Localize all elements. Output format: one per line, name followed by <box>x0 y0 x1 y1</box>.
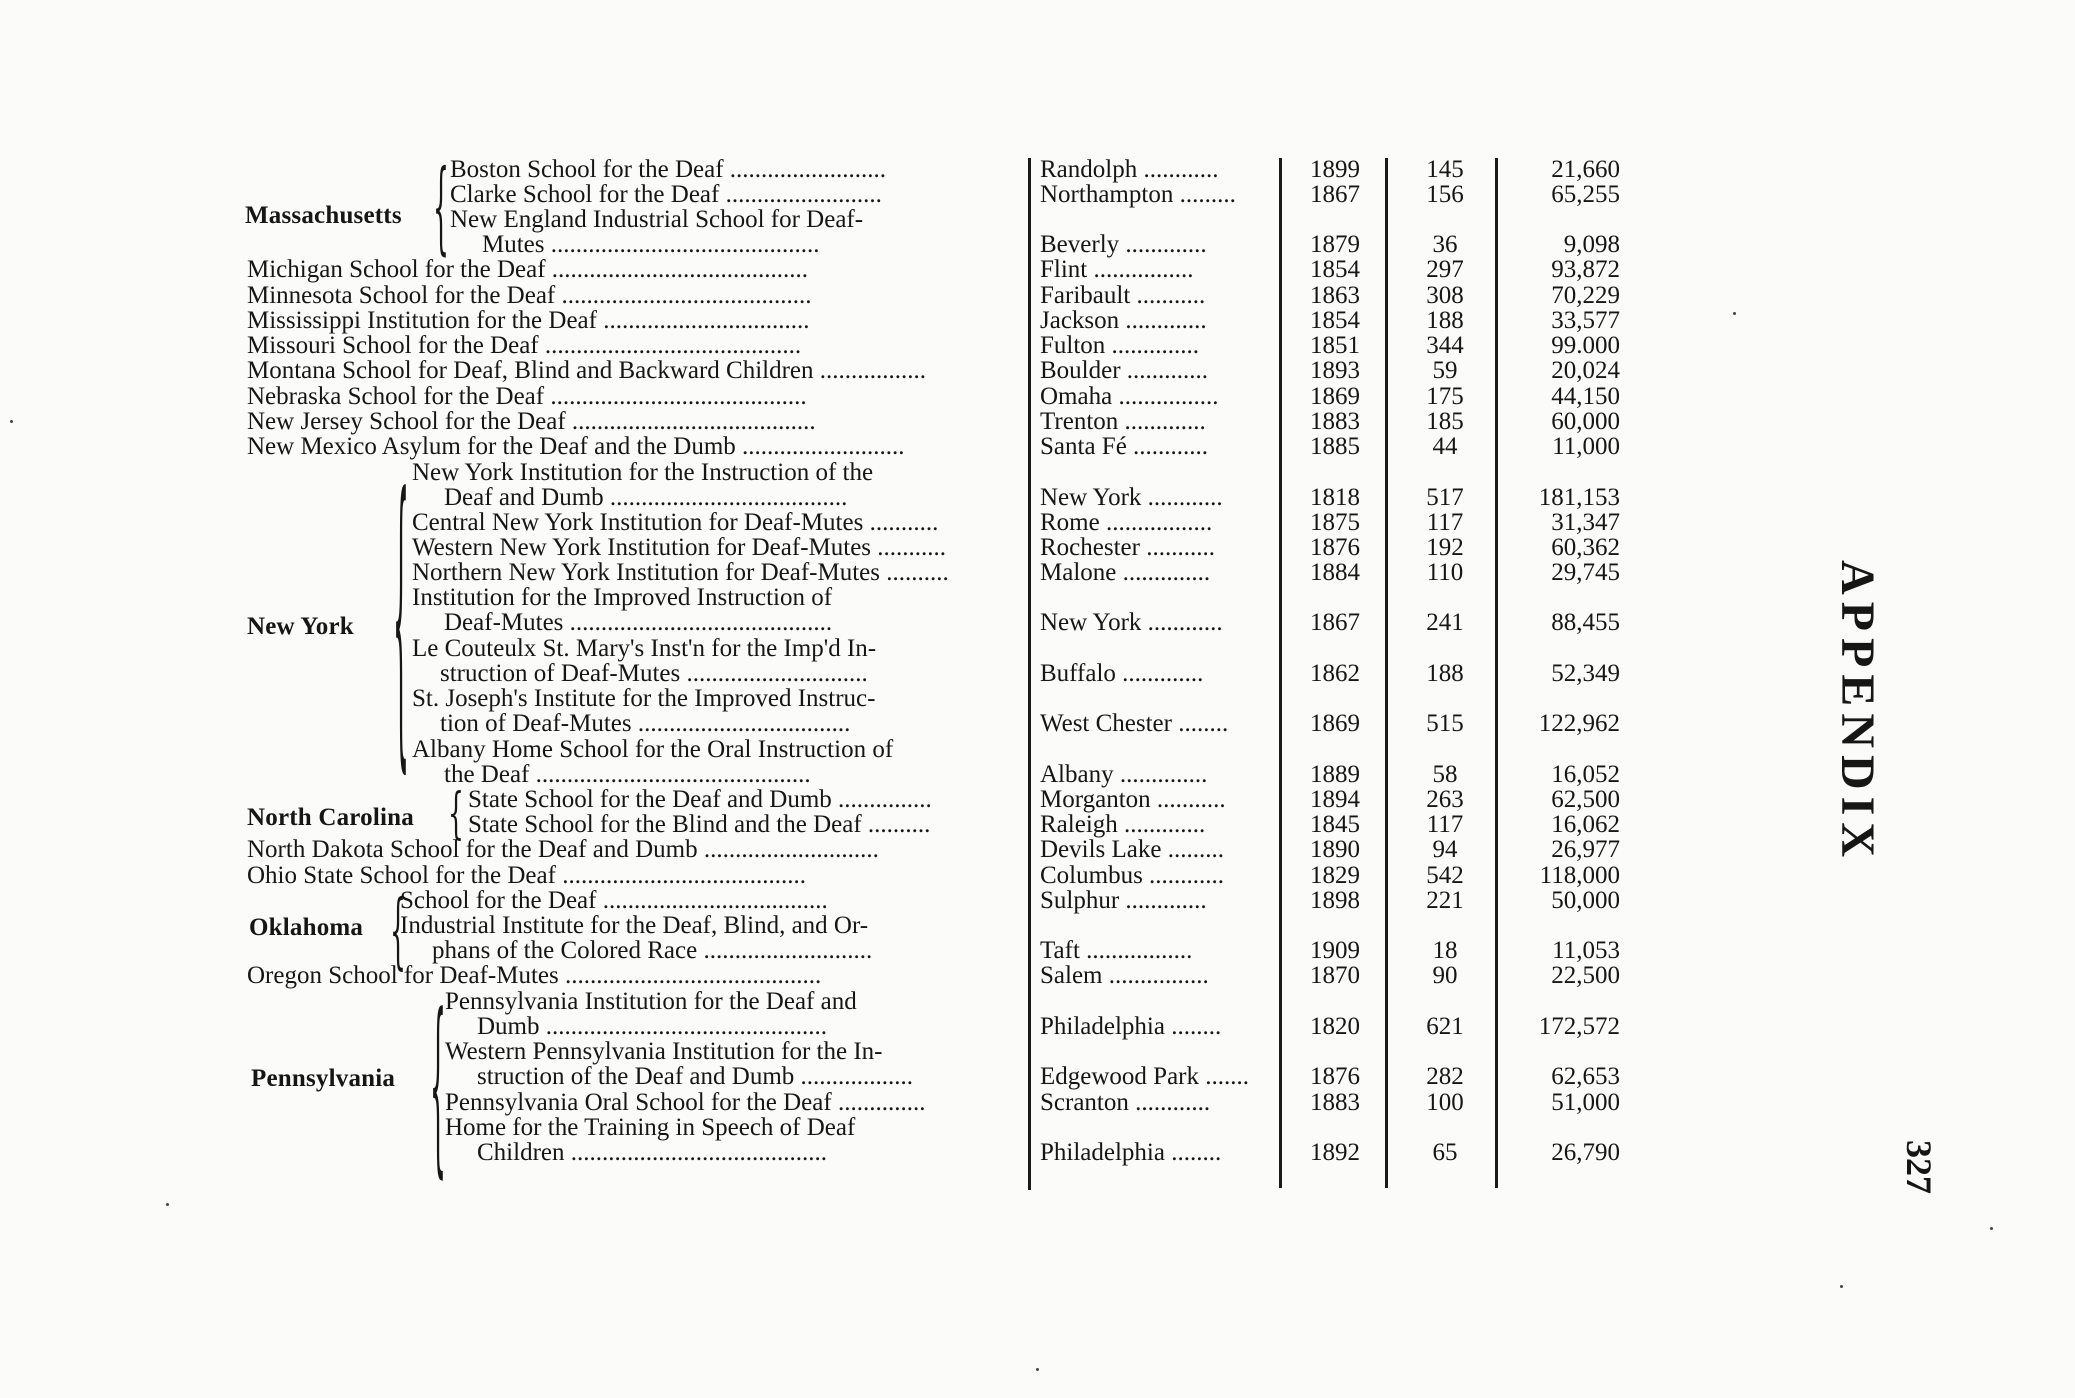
appropriation-amount: 22,500 <box>1551 962 1620 989</box>
pupil-count: 117 <box>1426 811 1464 838</box>
pupil-count: 297 <box>1426 256 1464 283</box>
institution-location: Jackson ............. <box>1040 307 1207 334</box>
appropriation-amount: 65,255 <box>1551 181 1620 208</box>
institution-name: Nebraska School for the Deaf ......................................... <box>247 383 807 410</box>
institution-name: Pennsylvania Oral School for the Deaf .............. <box>445 1089 926 1116</box>
pupil-count: 36 <box>1432 231 1458 258</box>
year-opened: 1899 <box>1310 156 1360 183</box>
institution-name-continuation: struction of Deaf-Mutes ............................. <box>440 660 868 687</box>
institution-name-line: Albany Home School for the Oral Instruction of <box>412 736 894 763</box>
year-opened: 1898 <box>1310 887 1360 914</box>
appropriation-amount: 88,455 <box>1551 609 1620 636</box>
institution-name-continuation: Mutes ........................................... <box>482 231 820 258</box>
institution-location: Rome ................. <box>1040 509 1213 536</box>
pupil-count: 44 <box>1432 433 1458 460</box>
appropriation-amount: 51,000 <box>1551 1089 1620 1116</box>
institution-location: Fulton .............. <box>1040 332 1200 359</box>
institution-location: Beverly ............. <box>1040 231 1207 258</box>
institution-location: Rochester ........... <box>1040 534 1215 561</box>
institution-location: Omaha ................ <box>1040 383 1219 410</box>
column-rule <box>1495 158 1498 1188</box>
pupil-count: 100 <box>1426 1089 1464 1116</box>
institution-name: Minnesota School for the Deaf ........................................ <box>247 282 812 309</box>
brace-oklahoma: { <box>390 882 406 979</box>
appropriation-amount: 70,229 <box>1551 282 1620 309</box>
pupil-count: 110 <box>1426 559 1464 586</box>
appropriation-amount: 31,347 <box>1551 509 1620 536</box>
year-opened: 1889 <box>1310 761 1360 788</box>
year-opened: 1885 <box>1310 433 1360 460</box>
column-rule <box>1028 158 1031 1190</box>
institution-name-line: St. Joseph's Institute for the Improved Instruc- <box>412 685 876 712</box>
brace-massachusetts: { <box>433 149 449 265</box>
institution-name: Michigan School for the Deaf ......................................... <box>247 256 809 283</box>
pupil-count: 175 <box>1426 383 1464 410</box>
year-opened: 1867 <box>1310 181 1360 208</box>
year-opened: 1845 <box>1310 811 1360 838</box>
institution-location: Faribault ........... <box>1040 282 1206 309</box>
scan-speck <box>1990 1227 1993 1230</box>
pupil-count: 58 <box>1432 761 1458 788</box>
appropriation-amount: 21,660 <box>1551 156 1620 183</box>
institution-name-continuation: struction of the Deaf and Dumb .................. <box>477 1063 914 1090</box>
institution-name-continuation: Dumb ............................................. <box>477 1013 827 1040</box>
brace-new-york: { <box>393 433 409 800</box>
institution-location: New York ............ <box>1040 609 1223 636</box>
institution-location: New York ............ <box>1040 484 1223 511</box>
year-opened: 1867 <box>1310 609 1360 636</box>
institution-location: Randolph ............ <box>1040 156 1219 183</box>
institution-name-line: New England Industrial School for Deaf- <box>450 206 864 233</box>
appropriation-amount: 9,098 <box>1563 231 1620 258</box>
appropriation-amount: 16,052 <box>1551 761 1620 788</box>
year-opened: 1884 <box>1310 559 1360 586</box>
institution-name-line: Western Pennsylvania Institution for the In- <box>445 1038 883 1065</box>
institution-name-line: Pennsylvania Institution for the Deaf and <box>445 988 857 1015</box>
institution-location: Philadelphia ........ <box>1040 1139 1222 1166</box>
pupil-count: 59 <box>1432 357 1458 384</box>
year-opened: 1875 <box>1310 509 1360 536</box>
scan-speck <box>1840 1285 1843 1288</box>
year-opened: 1820 <box>1310 1013 1360 1040</box>
year-opened: 1854 <box>1310 256 1360 283</box>
brace-north-carolina: { <box>448 781 464 846</box>
institution-location: Raleigh ............. <box>1040 811 1206 838</box>
pupil-count: 188 <box>1426 307 1464 334</box>
year-opened: 1892 <box>1310 1139 1360 1166</box>
institution-name: Missouri School for the Deaf ......................................... <box>247 332 802 359</box>
year-opened: 1909 <box>1310 937 1360 964</box>
pupil-count: 344 <box>1426 332 1464 359</box>
scan-speck <box>1733 312 1736 315</box>
appropriation-amount: 62,500 <box>1551 786 1620 813</box>
year-opened: 1890 <box>1310 836 1360 863</box>
pupil-count: 517 <box>1426 484 1464 511</box>
pupil-count: 621 <box>1426 1013 1464 1040</box>
institution-name: Ohio State School for the Deaf ....................................... <box>247 862 806 889</box>
institution-name-line: Institution for the Improved Instruction of <box>412 584 833 611</box>
appendix-heading: APPENDIX <box>1831 560 1884 864</box>
institution-location: Salem ................ <box>1040 962 1209 989</box>
group-label-oklahoma: Oklahoma <box>249 914 364 941</box>
pupil-count: 18 <box>1432 937 1458 964</box>
appropriation-amount: 181,153 <box>1538 484 1620 511</box>
pupil-count: 542 <box>1426 862 1464 889</box>
page-number: 327 <box>1899 1140 1939 1194</box>
pupil-count: 94 <box>1432 836 1458 863</box>
pupil-count: 263 <box>1426 786 1464 813</box>
institution-name-continuation: Children ......................................... <box>477 1139 827 1166</box>
appropriation-amount: 11,000 <box>1552 433 1620 460</box>
institution-name-line: New York Institution for the Instruction of the <box>412 459 874 486</box>
appropriation-amount: 33,577 <box>1551 307 1620 334</box>
pupil-count: 145 <box>1426 156 1464 183</box>
year-opened: 1869 <box>1310 710 1360 737</box>
year-opened: 1870 <box>1310 962 1360 989</box>
year-opened: 1893 <box>1310 357 1360 384</box>
institution-location: Flint ................ <box>1040 256 1194 283</box>
institution-name: Montana School for Deaf, Blind and Backward Children ................. <box>247 357 927 384</box>
year-opened: 1883 <box>1310 1089 1360 1116</box>
institution-name: North Dakota School for the Deaf and Dumb ............................ <box>247 836 879 863</box>
institution-name: State School for the Deaf and Dumb ............... <box>468 786 932 813</box>
appropriation-amount: 62,653 <box>1551 1063 1620 1090</box>
institution-location: Scranton ............ <box>1040 1089 1211 1116</box>
year-opened: 1863 <box>1310 282 1360 309</box>
appropriation-amount: 44,150 <box>1551 383 1620 410</box>
institution-location: Santa Fé ............ <box>1040 433 1209 460</box>
institution-name: Western New York Institution for Deaf-Mutes ........... <box>412 534 947 561</box>
institution-location: Malone .............. <box>1040 559 1211 586</box>
group-label-massachusetts: Massachusetts <box>245 202 402 229</box>
pupil-count: 156 <box>1426 181 1464 208</box>
institution-location: Devils Lake ......... <box>1040 836 1224 863</box>
appropriation-amount: 20,024 <box>1551 357 1620 384</box>
year-opened: 1851 <box>1310 332 1360 359</box>
institution-name-line: Home for the Training in Speech of Deaf <box>445 1114 856 1141</box>
appropriation-amount: 16,062 <box>1551 811 1620 838</box>
institution-location: Morganton ........... <box>1040 786 1226 813</box>
appropriation-amount: 29,745 <box>1551 559 1620 586</box>
institution-name: New Jersey School for the Deaf ....................................... <box>247 408 816 435</box>
year-opened: 1862 <box>1310 660 1360 687</box>
institution-location: Trenton ............. <box>1040 408 1206 435</box>
institution-name: Mississippi Institution for the Deaf ................................. <box>247 307 810 334</box>
group-label-new-york: New York <box>247 613 354 640</box>
column-rule <box>1385 158 1388 1188</box>
institution-name: Clarke School for the Deaf ......................... <box>450 181 882 208</box>
appropriation-amount: 99.000 <box>1551 332 1620 359</box>
institution-location: Northampton ......... <box>1040 181 1236 208</box>
year-opened: 1869 <box>1310 383 1360 410</box>
appropriation-amount: 60,362 <box>1551 534 1620 561</box>
year-opened: 1883 <box>1310 408 1360 435</box>
group-label-pennsylvania: Pennsylvania <box>251 1065 396 1092</box>
scan-speck <box>166 1203 169 1206</box>
institution-name: State School for the Blind and the Deaf .......... <box>468 811 931 838</box>
institution-name-continuation: phans of the Colored Race ........................... <box>432 937 873 964</box>
institution-location: Boulder ............. <box>1040 357 1209 384</box>
year-opened: 1818 <box>1310 484 1360 511</box>
institution-name-line: Le Couteulx St. Mary's Inst'n for the Imp'd In- <box>412 635 877 662</box>
institution-location: Albany .............. <box>1040 761 1208 788</box>
year-opened: 1894 <box>1310 786 1360 813</box>
institution-location: West Chester ........ <box>1040 710 1229 737</box>
institution-name: School for the Deaf .................................... <box>400 887 828 914</box>
institution-name: Northern New York Institution for Deaf-Mutes .......... <box>412 559 949 586</box>
appropriation-amount: 26,790 <box>1551 1139 1620 1166</box>
group-label-north-carolina: North Carolina <box>247 804 414 831</box>
institution-location: Buffalo ............. <box>1040 660 1204 687</box>
institution-name-line: Industrial Institute for the Deaf, Blind, and Or- <box>400 912 869 939</box>
appropriation-amount: 11,053 <box>1552 937 1620 964</box>
appropriation-amount: 93,872 <box>1551 256 1620 283</box>
institution-location: Columbus ............ <box>1040 862 1225 889</box>
institution-location: Taft ................. <box>1040 937 1193 964</box>
year-opened: 1854 <box>1310 307 1360 334</box>
appropriation-amount: 26,977 <box>1551 836 1620 863</box>
brace-pennsylvania: { <box>430 974 446 1196</box>
pupil-count: 282 <box>1426 1063 1464 1090</box>
year-opened: 1876 <box>1310 534 1360 561</box>
appropriation-amount: 60,000 <box>1551 408 1620 435</box>
institution-location: Philadelphia ........ <box>1040 1013 1222 1040</box>
institution-name: New Mexico Asylum for the Deaf and the Dumb .......................... <box>247 433 905 460</box>
pupil-count: 192 <box>1426 534 1464 561</box>
pupil-count: 241 <box>1426 609 1464 636</box>
institution-name-continuation: Deaf-Mutes .......................................... <box>444 609 833 636</box>
pupil-count: 515 <box>1426 710 1464 737</box>
institution-name-continuation: the Deaf ............................................ <box>444 761 811 788</box>
appropriation-amount: 122,962 <box>1538 710 1620 737</box>
institution-name-continuation: tion of Deaf-Mutes .................................. <box>440 710 851 737</box>
pupil-count: 188 <box>1426 660 1464 687</box>
institution-location: Sulphur ............. <box>1040 887 1207 914</box>
institution-name: Central New York Institution for Deaf-Mutes ........... <box>412 509 939 536</box>
pupil-count: 221 <box>1426 887 1464 914</box>
institution-name-continuation: Deaf and Dumb ...................................... <box>444 484 848 511</box>
scan-speck <box>1036 1368 1039 1371</box>
pupil-count: 185 <box>1426 408 1464 435</box>
appropriation-amount: 52,349 <box>1551 660 1620 687</box>
institution-location: Edgewood Park ....... <box>1040 1063 1249 1090</box>
year-opened: 1829 <box>1310 862 1360 889</box>
appropriation-amount: 50,000 <box>1551 887 1620 914</box>
pupil-count: 117 <box>1426 509 1464 536</box>
appropriation-amount: 118,000 <box>1539 862 1620 889</box>
scan-speck <box>10 420 13 423</box>
pupil-count: 65 <box>1432 1139 1458 1166</box>
pupil-count: 308 <box>1426 282 1464 309</box>
institution-name: Oregon School for Deaf-Mutes ......................................... <box>247 962 822 989</box>
appropriation-amount: 172,572 <box>1538 1013 1620 1040</box>
pupil-count: 90 <box>1432 962 1458 989</box>
institution-name: Boston School for the Deaf ......................... <box>450 156 887 183</box>
column-rule <box>1279 158 1282 1188</box>
year-opened: 1876 <box>1310 1063 1360 1090</box>
year-opened: 1879 <box>1310 231 1360 258</box>
